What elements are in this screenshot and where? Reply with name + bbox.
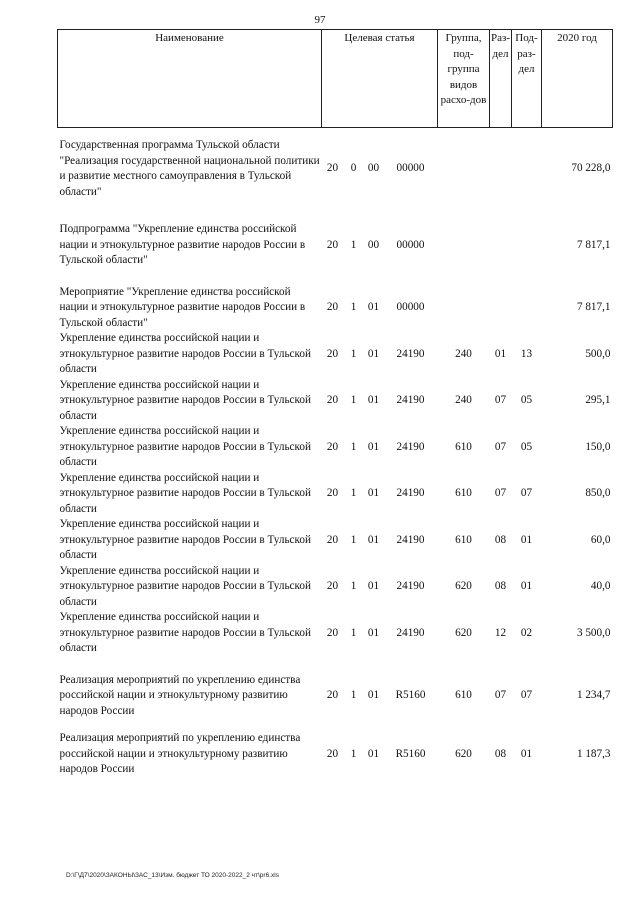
row-code-subprogram: 1 (350, 626, 357, 639)
row-subsection (512, 128, 542, 201)
row-code-activity: 00 (367, 162, 380, 175)
row-code-program: 20 (326, 747, 339, 760)
row-amount: 850,0 (585, 487, 611, 499)
row-amount: 7 817,1 (576, 238, 611, 251)
row-name: Укрепление единства российской нации и этнокультурное развитие народов России в Тульской области (59, 518, 311, 561)
row-code-direction: 00000 (396, 301, 425, 313)
header-target: Целевая статья (322, 30, 438, 128)
table-row (58, 564, 613, 611)
row-name: Укрепление единства российской нации и этнокультурное развитие народов России в Тульской области (59, 564, 311, 608)
row-code-direction: 24190 (396, 347, 425, 360)
row-amount: 150,0 (585, 440, 611, 453)
table-row (58, 200, 613, 269)
row-code-subprogram: 1 (350, 487, 357, 499)
page-number: 97 (314, 14, 326, 26)
row-code-direction: R5160 (395, 689, 426, 701)
table-row (58, 471, 613, 518)
row-code-program: 20 (326, 347, 339, 360)
row-name: Реализация мероприятий по укреплению единства российской нации и этнокультурному развитию народов России (59, 673, 301, 717)
header-year: 2020 год (542, 30, 613, 128)
row-code-program: 20 (326, 487, 339, 499)
row-code-subprogram: 1 (350, 689, 357, 701)
row-name: Мероприятие "Укрепление единства российской нации и этнокультурное развитие народов России в Тульской области" (59, 285, 306, 329)
table-row (58, 269, 613, 332)
row-code-direction: 24190 (396, 440, 425, 453)
row-subsection: 07 (520, 689, 533, 701)
table-row (58, 128, 613, 201)
row-section: 07 (494, 689, 507, 701)
row-expense-group: 610 (455, 533, 472, 546)
row-section: 12 (494, 626, 507, 639)
row-amount: 70 228,0 (571, 162, 611, 175)
row-code-subprogram: 1 (350, 394, 357, 406)
row-amount: 1 187,3 (576, 747, 611, 760)
row-expense-group: 620 (455, 747, 472, 760)
row-subsection: 01 (520, 747, 533, 760)
row-subsection: 05 (520, 440, 533, 453)
row-expense-group: 610 (455, 689, 472, 701)
row-code-direction: 24190 (396, 580, 425, 592)
row-name: Укрепление единства российской нации и этнокультурное развитие народов России в Тульской области (59, 425, 311, 468)
row-code-direction: 00000 (396, 162, 425, 175)
table-row (58, 610, 613, 657)
row-code-activity: 01 (367, 533, 380, 546)
row-expense-group: 610 (455, 487, 472, 499)
row-code-subprogram: 1 (350, 347, 357, 360)
row-name: Подпрограмма "Укрепление единства российской нации и этнокультурное развитие народов России в Тульской области" (59, 223, 306, 266)
row-code-activity: 01 (367, 689, 380, 701)
row-amount: 40,0 (590, 580, 611, 592)
row-code-subprogram: 1 (350, 440, 357, 453)
row-expense-group: 240 (455, 394, 472, 406)
row-expense-group: 240 (455, 347, 472, 360)
table-row (58, 517, 613, 564)
row-expense-group (438, 269, 490, 332)
row-section: 07 (494, 394, 507, 406)
budget-table (57, 29, 613, 778)
row-code-subprogram: 1 (350, 533, 357, 546)
row-name: Государственная программа Тульской области "Реализация государственной национальной политики и развитие местного самоуправления в Тульской области" (59, 139, 320, 198)
row-code-direction: 24190 (396, 533, 425, 546)
row-amount: 60,0 (590, 533, 611, 546)
row-amount: 500,0 (585, 347, 611, 360)
row-code-program: 20 (326, 626, 339, 639)
row-code-direction: 00000 (396, 238, 425, 251)
row-amount: 3 500,0 (576, 626, 611, 639)
row-code-direction: 24190 (396, 626, 425, 639)
row-subsection: 05 (520, 394, 533, 406)
header-section: Раз-дел (490, 30, 512, 128)
row-expense-group (438, 128, 490, 201)
row-code-program: 20 (326, 162, 339, 175)
row-amount: 295,1 (585, 394, 611, 406)
row-expense-group: 610 (455, 440, 472, 453)
row-code-activity: 01 (367, 301, 380, 313)
row-code-subprogram: 0 (350, 162, 357, 175)
row-subsection: 13 (520, 347, 533, 360)
row-code-subprogram: 1 (350, 580, 357, 592)
table-row (58, 424, 613, 471)
row-code-program: 20 (326, 394, 339, 406)
row-code-program: 20 (326, 580, 339, 592)
row-code-program: 20 (326, 301, 339, 313)
table-row (58, 331, 613, 378)
row-name: Реализация мероприятий по укреплению единства российской нации и этнокультурному развитию народов России (59, 732, 301, 775)
row-code-activity: 01 (367, 747, 380, 760)
row-section: 08 (494, 580, 507, 592)
row-section: 08 (494, 747, 507, 760)
row-subsection (512, 200, 542, 269)
row-code-subprogram: 1 (350, 747, 357, 760)
row-code-direction: 24190 (396, 487, 425, 499)
row-code-program: 20 (326, 238, 339, 251)
row-code-direction: 24190 (396, 394, 425, 406)
row-section: 07 (494, 440, 507, 453)
table-row (58, 719, 613, 778)
row-section: 08 (494, 533, 507, 546)
row-code-activity: 01 (367, 487, 380, 499)
row-expense-group: 620 (455, 626, 472, 639)
table-header-row (58, 30, 613, 128)
row-amount: 1 234,7 (576, 689, 611, 701)
row-section: 01 (494, 347, 507, 360)
row-code-activity: 01 (367, 440, 380, 453)
row-code-activity: 01 (367, 347, 380, 360)
header-name: Наименование (58, 30, 322, 128)
row-code-activity: 00 (367, 238, 380, 251)
row-section (490, 269, 512, 332)
row-name: Укрепление единства российской нации и этнокультурное развитие народов России в Тульской области (59, 332, 311, 375)
row-subsection: 01 (520, 580, 533, 592)
file-path-footer: D:\Г\Д7\2020\ЗАКОНЫ\ЗАС_13\Изм. бюджет ТО 2020-2022_2 чт\pr6.xls (66, 872, 279, 879)
table-row (58, 378, 613, 425)
header-subsection: Под-раз-дел (512, 30, 542, 128)
row-subsection: 01 (520, 533, 533, 546)
row-section (490, 200, 512, 269)
row-name: Укрепление единства российской нации и этнокультурное развитие народов России в Тульской области (59, 611, 311, 654)
row-section: 07 (494, 487, 507, 499)
row-code-program: 20 (326, 440, 339, 453)
row-code-activity: 01 (367, 394, 380, 406)
row-code-activity: 01 (367, 580, 380, 592)
row-code-direction: R5160 (395, 747, 426, 760)
row-subsection (512, 269, 542, 332)
row-section (490, 128, 512, 201)
row-code-activity: 01 (367, 626, 380, 639)
row-name: Укрепление единства российской нации и этнокультурное развитие народов России в Тульской области (59, 378, 311, 422)
row-name: Укрепление единства российской нации и этнокультурное развитие народов России в Тульской области (59, 471, 311, 515)
row-expense-group: 620 (455, 580, 472, 592)
row-amount: 7 817,1 (576, 301, 611, 313)
row-code-subprogram: 1 (350, 301, 357, 313)
row-code-subprogram: 1 (350, 238, 357, 251)
row-subsection: 02 (520, 626, 533, 639)
table-row (58, 657, 613, 720)
row-code-program: 20 (326, 689, 339, 701)
row-code-program: 20 (326, 533, 339, 546)
row-expense-group (438, 200, 490, 269)
header-group: Группа, под-группа видов расхо-дов (438, 30, 490, 128)
row-subsection: 07 (520, 487, 533, 499)
